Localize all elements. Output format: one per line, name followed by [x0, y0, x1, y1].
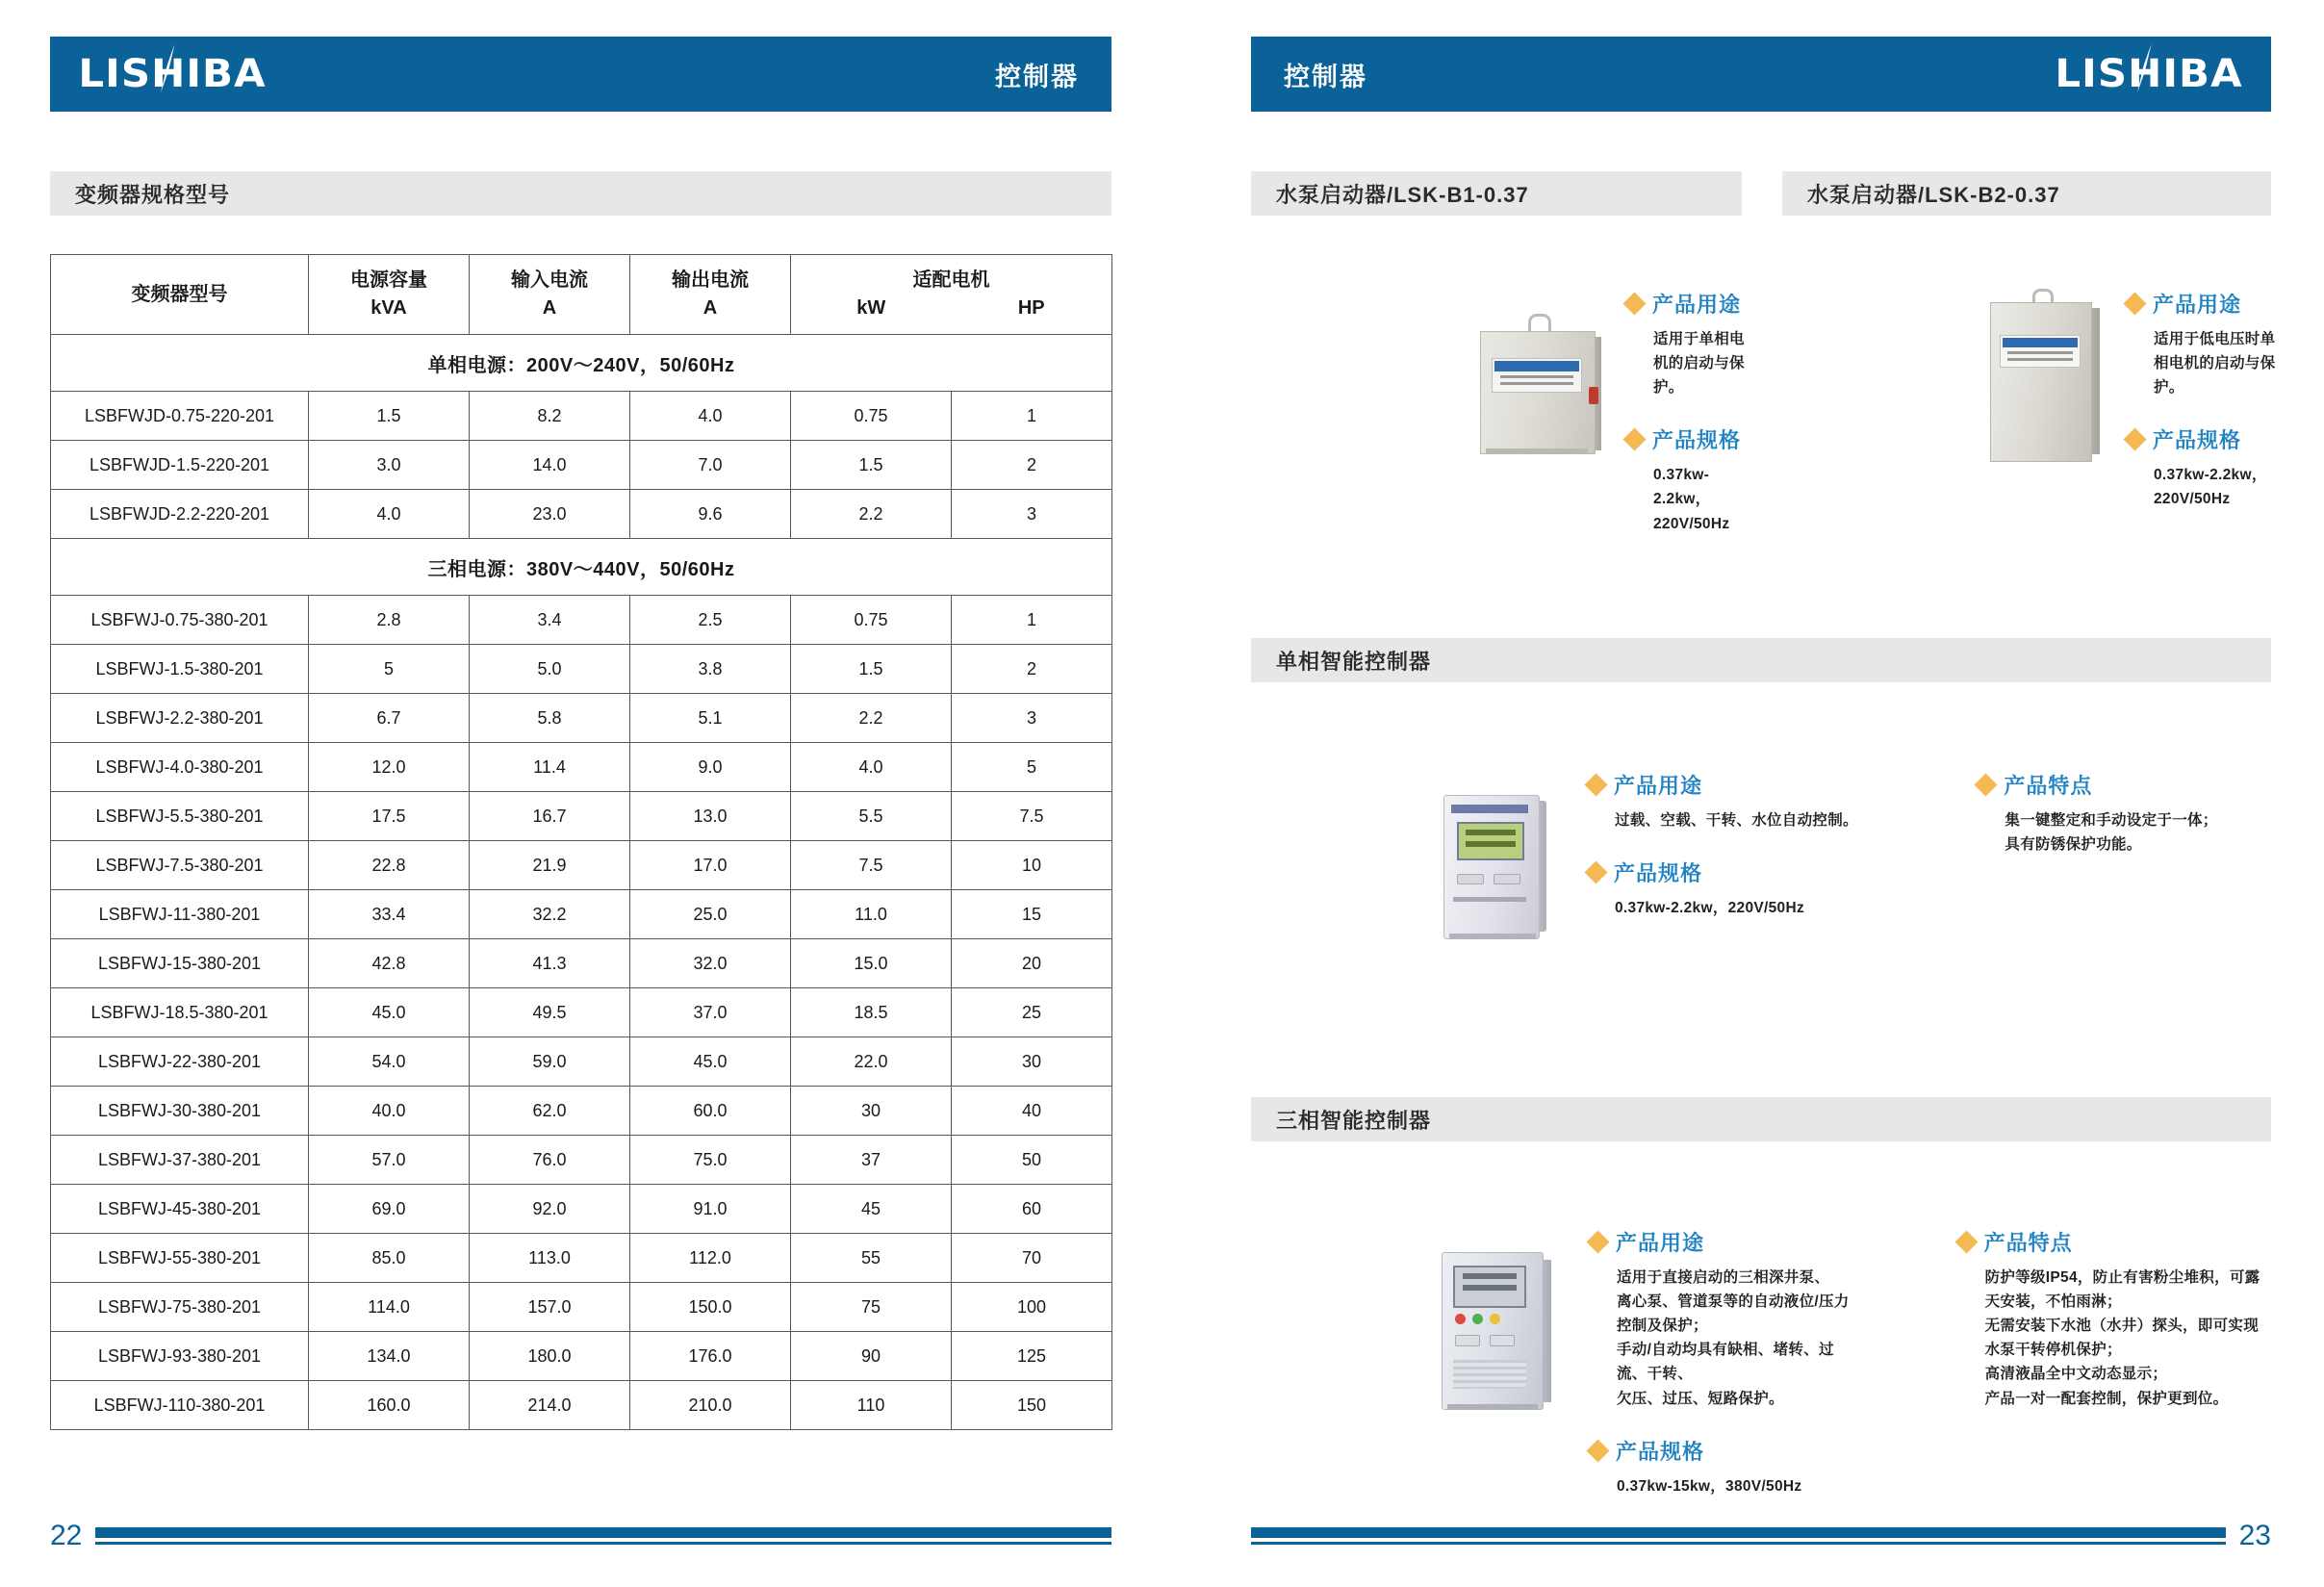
spec-table-wrap: [50, 171, 1111, 1430]
table-cell-out: 32.0: [630, 939, 791, 988]
table-cell-kva: 57.0: [309, 1136, 470, 1185]
starter-b1-spec-text: 0.37kw-2.2kw，220V/50Hz: [1653, 467, 1730, 532]
starter-b2-spec-head: [2127, 424, 2283, 454]
table-cell-hp: 2: [952, 645, 1112, 694]
table-cell-in: 214.0: [470, 1381, 630, 1430]
three-phase-spec-head: [1590, 1436, 1862, 1466]
diamond-icon: [1586, 1230, 1609, 1253]
table-group-row: [51, 539, 1112, 596]
footer-rule-thick: [1251, 1527, 2226, 1538]
single-phase-bullets-right: [1978, 770, 2271, 857]
device-button: [1490, 1335, 1515, 1346]
table-cell-out: 112.0: [630, 1234, 791, 1283]
table-cell-out: 5.1: [630, 694, 791, 743]
table-cell-hp: 3: [952, 694, 1112, 743]
table-cell-model: LSBFWJD-2.2-220-201: [51, 490, 309, 539]
table-cell-model: LSBFWJ-22-380-201: [51, 1037, 309, 1087]
device-display: [1453, 1266, 1526, 1308]
product-starter-b2: [1782, 289, 2283, 512]
table-cell-in: 59.0: [470, 1037, 630, 1087]
table-cell-hp: 2: [952, 441, 1112, 490]
diamond-icon: [2123, 428, 2146, 451]
starter-b2-spec-text: 0.37kw-2.2kw，220V/50Hz: [2154, 467, 2267, 508]
table-row: [51, 596, 1112, 645]
table-row: [51, 1283, 1112, 1332]
table-cell-model: LSBFWJ-18.5-380-201: [51, 988, 309, 1037]
table-cell-kva: 1.5: [309, 392, 470, 441]
diamond-icon: [1584, 861, 1607, 884]
table-cell-model: LSBFWJ-4.0-380-201: [51, 743, 309, 792]
table-cell-in: 92.0: [470, 1185, 630, 1234]
table-cell-kva: 17.5: [309, 792, 470, 841]
table-cell-in: 8.2: [470, 392, 630, 441]
table-cell-hp: 20: [952, 939, 1112, 988]
motor-units: [791, 294, 1111, 322]
table-cell-kva: 6.7: [309, 694, 470, 743]
lishiba-logo: [78, 52, 267, 96]
th-motor-label: 适配电机: [912, 269, 990, 291]
starter-b1-use-title: 产品用途: [1652, 293, 1742, 317]
table-cell-in: 5.0: [470, 645, 630, 694]
table-cell-out: 91.0: [630, 1185, 791, 1234]
table-cell-kw: 4.0: [791, 743, 952, 792]
diamond-icon: [2123, 292, 2146, 315]
table-cell-model: LSBFWJ-37-380-201: [51, 1136, 309, 1185]
table-cell-out: 9.0: [630, 743, 791, 792]
table-group-label: 单相电源：200V～240V，50/60Hz: [51, 335, 1112, 392]
starter-b2-spec-title: 产品规格: [2153, 428, 2242, 453]
th-capacity-label: 电源容量: [350, 269, 427, 291]
th-motor-group: [791, 255, 1112, 335]
table-cell-kva: 3.0: [309, 441, 470, 490]
three-phase-photo: [1434, 1246, 1565, 1416]
table-cell-out: 4.0: [630, 392, 791, 441]
three-phase-feature-text: 防护等级IP54，防止有害粉尘堆积，可露天安装，不怕雨淋； 无需安装下水池（水井）探头，即可实现水泵干转停机保护； 高清液晶全中文动态显示； 产品一对一配套控制，保护更到位。: [1984, 1269, 2260, 1407]
table-cell-kva: 5: [309, 645, 470, 694]
motor-head: [791, 255, 1111, 334]
device-foot: [1447, 1404, 1538, 1410]
table-cell-kw: 5.5: [791, 792, 952, 841]
th-motor-kw: kW: [856, 297, 886, 319]
table-cell-kw: 1.5: [791, 441, 952, 490]
table-cell-hp: 40: [952, 1087, 1112, 1136]
table-cell-kva: 4.0: [309, 490, 470, 539]
table-group-row: [51, 335, 1112, 392]
table-cell-hp: 50: [952, 1136, 1112, 1185]
table-cell-kva: 54.0: [309, 1037, 470, 1087]
table-cell-in: 16.7: [470, 792, 630, 841]
table-cell-kw: 2.2: [791, 490, 952, 539]
table-cell-model: LSBFWJ-5.5-380-201: [51, 792, 309, 841]
three-phase-feature-title: 产品特点: [1983, 1231, 2073, 1255]
right-page-header: [1251, 37, 2271, 112]
device-button: [1457, 874, 1484, 884]
table-row: [51, 792, 1112, 841]
table-row: [51, 1136, 1112, 1185]
device-vent: [1453, 1360, 1526, 1389]
table-cell-kw: 0.75: [791, 596, 952, 645]
single-phase-bullets-left: [1588, 770, 1872, 920]
table-cell-out: 7.0: [630, 441, 791, 490]
spec-table-body: [51, 335, 1112, 1430]
table-cell-model: LSBFWJD-0.75-220-201: [51, 392, 309, 441]
table-cell-out: 176.0: [630, 1332, 791, 1381]
table-cell-kw: 75: [791, 1283, 952, 1332]
left-page-number: 22: [50, 1520, 83, 1551]
table-cell-kva: 42.8: [309, 939, 470, 988]
table-cell-out: 3.8: [630, 645, 791, 694]
right-footer-rule: [1251, 1527, 2226, 1545]
table-row: [51, 645, 1112, 694]
three-phase-use-title: 产品用途: [1616, 1231, 1705, 1255]
device-display: [1457, 822, 1524, 860]
table-row: [51, 490, 1112, 539]
table-cell-hp: 1: [952, 596, 1112, 645]
table-cell-kw: 18.5: [791, 988, 952, 1037]
table-row: [51, 939, 1112, 988]
table-cell-model: LSBFWJ-45-380-201: [51, 1185, 309, 1234]
table-cell-out: 150.0: [630, 1283, 791, 1332]
single-phase-feature-head: [1978, 770, 2271, 800]
table-cell-kw: 45: [791, 1185, 952, 1234]
starter-b1-bullets: [1424, 289, 1751, 536]
diamond-icon: [1622, 428, 1646, 451]
table-cell-hp: 10: [952, 841, 1112, 890]
right-page: [1193, 0, 2324, 1587]
display-segment: [1466, 841, 1516, 847]
display-segment: [1463, 1273, 1517, 1279]
device-foot: [1449, 934, 1536, 939]
table-cell-kw: 2.2: [791, 694, 952, 743]
table-row: [51, 392, 1112, 441]
table-cell-model: LSBFWJ-55-380-201: [51, 1234, 309, 1283]
three-phase-spec-title: 产品规格: [1616, 1439, 1705, 1464]
diamond-icon: [1584, 773, 1607, 796]
table-row: [51, 1234, 1112, 1283]
logo-text: LISHIBA: [78, 52, 267, 96]
table-cell-out: 25.0: [630, 890, 791, 939]
th-motor-hp: HP: [1017, 297, 1045, 319]
table-cell-hp: 60: [952, 1185, 1112, 1234]
table-cell-kva: 69.0: [309, 1185, 470, 1234]
table-cell-kva: 114.0: [309, 1283, 470, 1332]
table-cell-kw: 55: [791, 1234, 952, 1283]
table-cell-in: 62.0: [470, 1087, 630, 1136]
table-cell-kva: 12.0: [309, 743, 470, 792]
left-page-footer: [50, 1522, 1111, 1550]
table-cell-out: 37.0: [630, 988, 791, 1037]
table-cell-in: 5.8: [470, 694, 630, 743]
three-phase-use-head: [1590, 1227, 1862, 1257]
table-header-row: [51, 255, 1112, 335]
diamond-icon: [1586, 1439, 1609, 1462]
device-button: [1455, 1335, 1480, 1346]
starter-b2-use-title: 产品用途: [2153, 293, 2242, 317]
table-cell-in: 32.2: [470, 890, 630, 939]
band-starter-b1: 水泵启动器/LSK-B1-0.37: [1251, 171, 1742, 216]
indicator-lamp-yellow: [1490, 1314, 1500, 1324]
th-model: [51, 255, 309, 335]
table-cell-out: 9.6: [630, 490, 791, 539]
right-page-footer: [1251, 1522, 2271, 1550]
table-cell-in: 113.0: [470, 1234, 630, 1283]
table-cell-hp: 150: [952, 1381, 1112, 1430]
th-input-unit: A: [542, 297, 557, 319]
table-cell-kw: 0.75: [791, 392, 952, 441]
table-cell-kva: 22.8: [309, 841, 470, 890]
table-row: [51, 841, 1112, 890]
table-cell-hp: 125: [952, 1332, 1112, 1381]
table-cell-model: LSBFWJ-30-380-201: [51, 1087, 309, 1136]
table-cell-kw: 37: [791, 1136, 952, 1185]
table-row: [51, 1037, 1112, 1087]
table-cell-in: 180.0: [470, 1332, 630, 1381]
single-phase-feature-text: 集一键整定和手动设定于一体； 具有防锈保护功能。: [2005, 812, 2218, 854]
table-cell-model: LSBFWJ-2.2-380-201: [51, 694, 309, 743]
table-cell-in: 14.0: [470, 441, 630, 490]
starter-b1-use-text: 适用于单相电机的启动与保护。: [1653, 331, 1745, 397]
table-row: [51, 1332, 1112, 1381]
th-capacity: [309, 255, 470, 335]
lishiba-logo-right: [2055, 52, 2243, 96]
table-cell-in: 3.4: [470, 596, 630, 645]
footer-rule-thin: [1251, 1542, 2226, 1545]
table-cell-out: 13.0: [630, 792, 791, 841]
single-phase-spec-text: 0.37kw-2.2kw，220V/50Hz: [1615, 900, 1805, 917]
three-phase-use-text: 适用于直接启动的三相深井泵、 离心泵、管道泵等的自动液位/压力控制及保护； 手动/自动均具有缺相、堵转、过流、干转、 欠压、过压、短路保护。: [1617, 1269, 1850, 1407]
single-phase-photo: [1434, 789, 1559, 943]
table-cell-in: 41.3: [470, 939, 630, 988]
three-phase-spec-text: 0.37kw-15kw，380V/50Hz: [1617, 1477, 1802, 1495]
table-cell-model: LSBFWJ-15-380-201: [51, 939, 309, 988]
table-row: [51, 743, 1112, 792]
table-cell-hp: 15: [952, 890, 1112, 939]
starter-b1-spec-head: [1626, 424, 1751, 454]
table-cell-in: 49.5: [470, 988, 630, 1037]
table-cell-in: 76.0: [470, 1136, 630, 1185]
product-starter-b1: [1251, 289, 1751, 536]
table-cell-hp: 100: [952, 1283, 1112, 1332]
table-cell-kw: 1.5: [791, 645, 952, 694]
starter-b2-bullets: [1944, 289, 2283, 512]
table-cell-hp: 3: [952, 490, 1112, 539]
three-phase-bullets-left: [1590, 1227, 1862, 1498]
table-cell-hp: 25: [952, 988, 1112, 1037]
single-phase-use-head: [1588, 770, 1872, 800]
starter-b1-spec-title: 产品规格: [1652, 428, 1742, 453]
th-output-label: 输出电流: [672, 269, 749, 291]
table-row: [51, 1087, 1112, 1136]
table-cell-model: LSBFWJ-7.5-380-201: [51, 841, 309, 890]
single-phase-spec-head: [1588, 857, 1872, 887]
diamond-icon: [1975, 773, 1998, 796]
table-cell-kw: 11.0: [791, 890, 952, 939]
starter-b2-use-head: [2127, 289, 2283, 319]
table-cell-kw: 22.0: [791, 1037, 952, 1087]
three-phase-bullets-right: [1958, 1227, 2271, 1411]
device-body: [1443, 795, 1540, 939]
table-row: [51, 890, 1112, 939]
table-cell-out: 17.0: [630, 841, 791, 890]
table-cell-kva: 40.0: [309, 1087, 470, 1136]
table-cell-model: LSBFWJ-0.75-380-201: [51, 596, 309, 645]
table-cell-in: 23.0: [470, 490, 630, 539]
table-cell-out: 45.0: [630, 1037, 791, 1087]
table-cell-kw: 7.5: [791, 841, 952, 890]
table-cell-kva: 2.8: [309, 596, 470, 645]
table-cell-in: 11.4: [470, 743, 630, 792]
indicator-lamp-red: [1455, 1314, 1466, 1324]
table-cell-kw: 90: [791, 1332, 952, 1381]
footer-rule-thick: [95, 1527, 1111, 1538]
band-three-phase-controller: 三相智能控制器: [1251, 1097, 2271, 1141]
right-page-number: 23: [2238, 1520, 2271, 1551]
product-three-phase: [1251, 1227, 2271, 1498]
table-cell-hp: 1: [952, 392, 1112, 441]
table-cell-in: 157.0: [470, 1283, 630, 1332]
device-strip: [1453, 897, 1526, 902]
table-cell-model: LSBFWJ-1.5-380-201: [51, 645, 309, 694]
diamond-icon: [1954, 1230, 1978, 1253]
th-output-unit: A: [702, 297, 718, 319]
table-cell-model: LSBFWJ-75-380-201: [51, 1283, 309, 1332]
display-segment: [1463, 1285, 1517, 1291]
band-starter-b2: 水泵启动器/LSK-B2-0.37: [1782, 171, 2271, 216]
table-cell-kva: 160.0: [309, 1381, 470, 1430]
table-cell-in: 21.9: [470, 841, 630, 890]
left-page-header: [50, 37, 1111, 112]
starter-b1-use-head: [1626, 289, 1751, 319]
table-cell-kw: 110: [791, 1381, 952, 1430]
single-phase-feature-title: 产品特点: [2004, 774, 2093, 798]
table-cell-kva: 85.0: [309, 1234, 470, 1283]
starter-b2-use-text: 适用于低电压时单相电机的启动与保护。: [2154, 331, 2276, 397]
left-footer-rule: [95, 1527, 1111, 1545]
table-row: [51, 1185, 1112, 1234]
table-cell-out: 210.0: [630, 1381, 791, 1430]
single-phase-spec-title: 产品规格: [1614, 861, 1703, 886]
display-segment: [1466, 830, 1516, 835]
table-cell-model: LSBFWJD-1.5-220-201: [51, 441, 309, 490]
table-cell-out: 2.5: [630, 596, 791, 645]
th-capacity-unit: kVA: [370, 297, 407, 319]
logo-text-right: LISHIBA: [2055, 52, 2243, 96]
footer-rule-thin: [95, 1542, 1111, 1545]
table-cell-model: LSBFWJ-110-380-201: [51, 1381, 309, 1430]
inverter-spec-table: [50, 254, 1112, 1430]
device-button: [1494, 874, 1520, 884]
table-row: [51, 1381, 1112, 1430]
th-input-current: [470, 255, 630, 335]
three-phase-feature-head: [1958, 1227, 2271, 1257]
table-cell-hp: 30: [952, 1037, 1112, 1087]
table-row: [51, 988, 1112, 1037]
table-row: [51, 694, 1112, 743]
single-phase-use-title: 产品用途: [1614, 774, 1703, 798]
table-cell-kva: 45.0: [309, 988, 470, 1037]
table-cell-kw: 15.0: [791, 939, 952, 988]
table-cell-model: LSBFWJ-93-380-201: [51, 1332, 309, 1381]
product-single-phase: [1251, 770, 2271, 943]
left-section-title: 变频器规格型号: [50, 171, 1111, 216]
table-cell-hp: 70: [952, 1234, 1112, 1283]
right-header-title: 控制器: [1284, 62, 1367, 91]
table-cell-hp: 5: [952, 743, 1112, 792]
three-phase-controller-device-image: [1434, 1246, 1565, 1416]
band-single-phase-controller: 单相智能控制器: [1251, 638, 2271, 682]
device-topbar: [1451, 805, 1528, 813]
table-cell-hp: 7.5: [952, 792, 1112, 841]
diamond-icon: [1622, 292, 1646, 315]
table-row: [51, 441, 1112, 490]
table-cell-kva: 134.0: [309, 1332, 470, 1381]
th-input-label: 输入电流: [511, 269, 588, 291]
single-phase-controller-device-image: [1434, 789, 1559, 943]
table-cell-kw: 30: [791, 1087, 952, 1136]
th-model-label: 变频器型号: [131, 283, 228, 305]
indicator-lamp-green: [1472, 1314, 1483, 1324]
single-phase-use-text: 过载、空载、干转、水位自动控制。: [1615, 812, 1858, 829]
table-group-label: 三相电源：380V～440V，50/60Hz: [51, 539, 1112, 596]
th-output-current: [630, 255, 791, 335]
table-cell-out: 75.0: [630, 1136, 791, 1185]
table-cell-model: LSBFWJ-11-380-201: [51, 890, 309, 939]
spec-table-head: [51, 255, 1112, 335]
left-header-title: 控制器: [995, 62, 1079, 91]
table-cell-out: 60.0: [630, 1087, 791, 1136]
table-cell-kva: 33.4: [309, 890, 470, 939]
